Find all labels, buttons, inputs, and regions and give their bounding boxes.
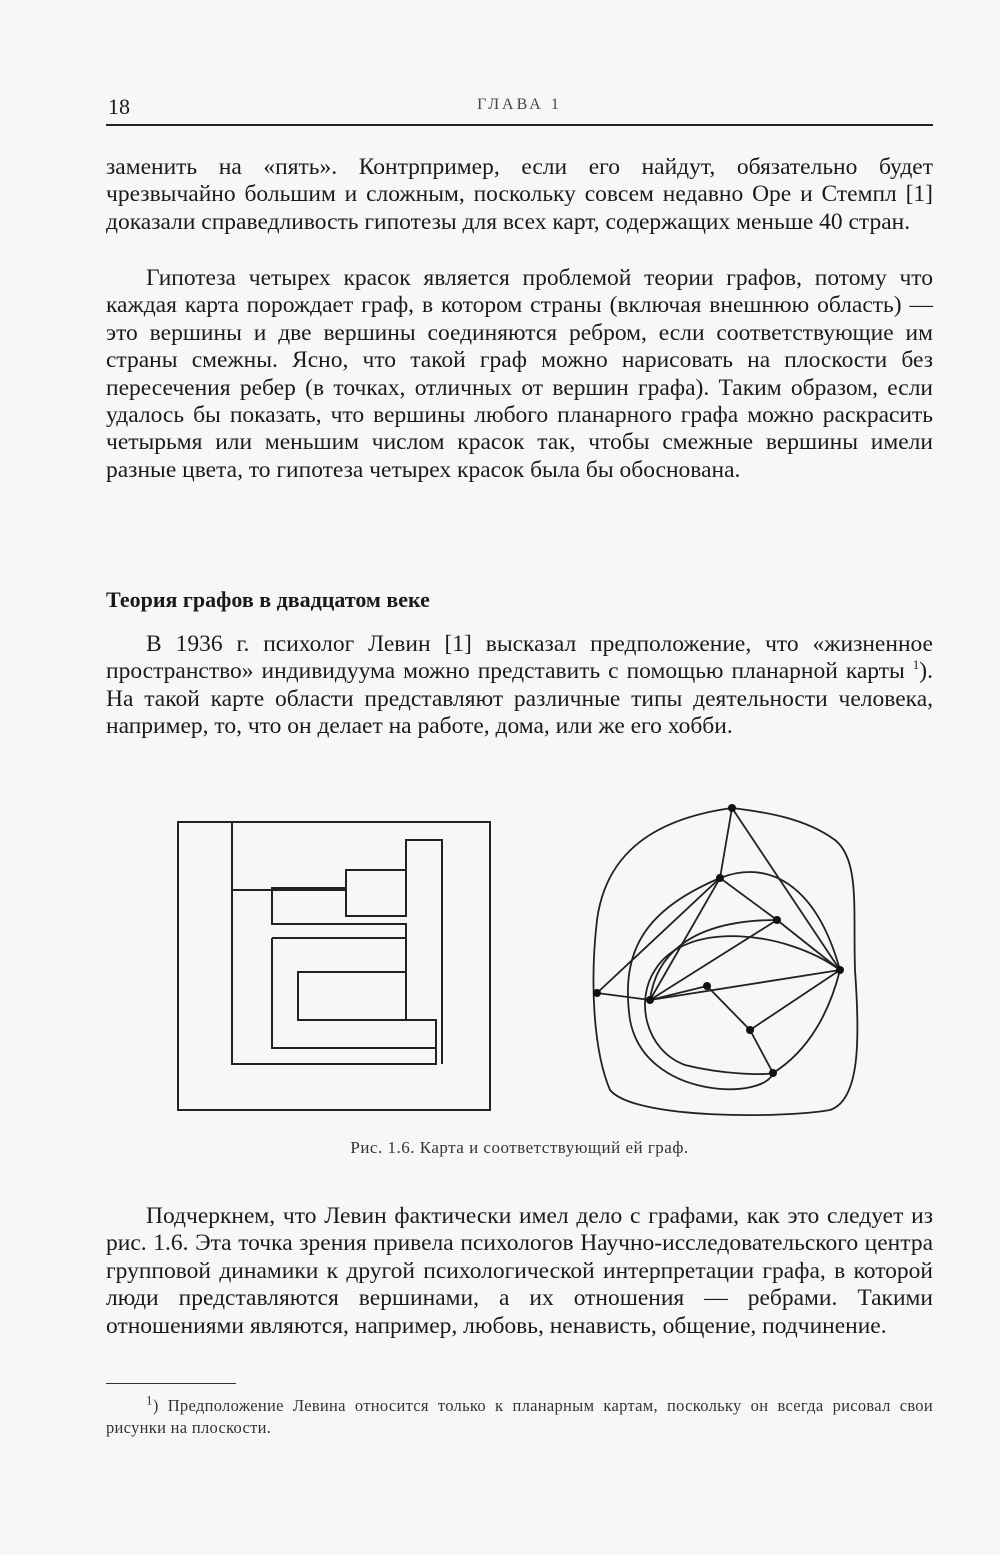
graph-edge-3	[720, 878, 777, 920]
graph-edge-9	[707, 986, 750, 1030]
paragraph-4	[106, 1203, 933, 1340]
running-head: ГЛАВА 1	[477, 96, 562, 113]
map-outer-border	[178, 822, 490, 1110]
paragraph-1	[106, 154, 933, 236]
graph-vertex-6	[646, 996, 654, 1004]
paragraph-2	[106, 265, 933, 484]
footnote-reference: 1	[912, 657, 920, 673]
paragraph-3	[106, 631, 933, 741]
graph-vertex-1	[728, 804, 736, 812]
footnote-text: ) Предположение Левина относится только к планарным картам, поскольку он всегда рисовал свои рисунки на плоскости.	[106, 1396, 933, 1437]
graph-vertex-9	[769, 1069, 777, 1077]
graph-edge-outer	[593, 808, 857, 1115]
graph-vertex-3	[773, 916, 781, 924]
graph-edge-7	[597, 993, 650, 1000]
graph-edge-2	[597, 878, 720, 993]
page-number: 18	[108, 94, 130, 119]
map-region-lower	[272, 938, 298, 1048]
graph-vertex-4	[836, 966, 844, 974]
page-header	[106, 94, 933, 126]
graph-vertex-2	[716, 874, 724, 882]
graph-vertex-5	[593, 989, 601, 997]
graph-edge-10	[750, 970, 840, 1030]
footnote	[106, 1392, 933, 1439]
map-region-inner-box	[298, 972, 406, 1020]
paragraph-1-text: заменить на «пять». Контрпример, если его найдут, обязательно будет чрезвычайно большим и сложным, поскольку совсем недавно Оре и Стемпл [1] доказали справедливость гипотезы для всех карт, содержащих меньше 40 стран.	[106, 154, 933, 235]
graph-edge-1	[720, 808, 732, 878]
graph-vertex-7	[703, 982, 711, 990]
graph-edge-11	[750, 1030, 773, 1073]
footnote-mark: 1	[146, 1392, 153, 1408]
graph-edge-16	[773, 970, 840, 1073]
paragraph-4-text: Подчеркнем, что Левин фактически имел дело с графами, как это следует из рис. 1.6. Эта точка зрения привела психологов Научно-исследовательского центра групповой динамики к другой психологической интерпретации графа, в которой люди представляются вершинами, а их отношения — ребрами. Такими отношениями являются, например, любовь, ненависть, общение, подчинение.	[106, 1203, 933, 1339]
paragraph-3-text-b: ). На такой карте области представляют различные типы деятельности человека, например, то, что он делает на работе, дома, или же его хобби.	[106, 658, 933, 740]
graph-vertex-8	[746, 1026, 754, 1034]
footnote-divider	[106, 1383, 236, 1384]
section-title: Теория графов в двадцатом веке	[106, 587, 430, 612]
figure-caption: Рис. 1.6. Карта и соответствующий ей граф.	[350, 1138, 689, 1157]
map-region-outer-frame	[232, 822, 442, 1064]
graph-edge-12	[650, 970, 840, 1000]
map-region-small-box	[346, 870, 406, 916]
paragraph-2-text: Гипотеза четырех красок является проблемой теории графов, потому что каждая карта порождает граф, в котором страны (включая внешнюю область) — это вершины и две вершины соединяются ребром, если соответствующие им страны смежны. Ясно, что такой граф можно нарисовать на плоскости без пересечения ребер (в точках, отличных от вершин графа). Таким образом, если удалось бы показать, что вершины любого планарного графа можно раскрасить четырьмя или меньшим числом красок так, чтобы смежные вершины имели разные цвета, то гипотеза четырех красок была бы обоснована.	[106, 265, 933, 483]
graph-edge-13	[650, 920, 777, 1000]
figure-graph	[585, 800, 865, 1125]
paragraph-3-text-a: В 1936 г. психолог Левин [1] высказал предположение, что «жизненное пространство» индивидуума можно представить с помощью планарной карты	[106, 631, 933, 685]
figure-map	[176, 820, 492, 1112]
